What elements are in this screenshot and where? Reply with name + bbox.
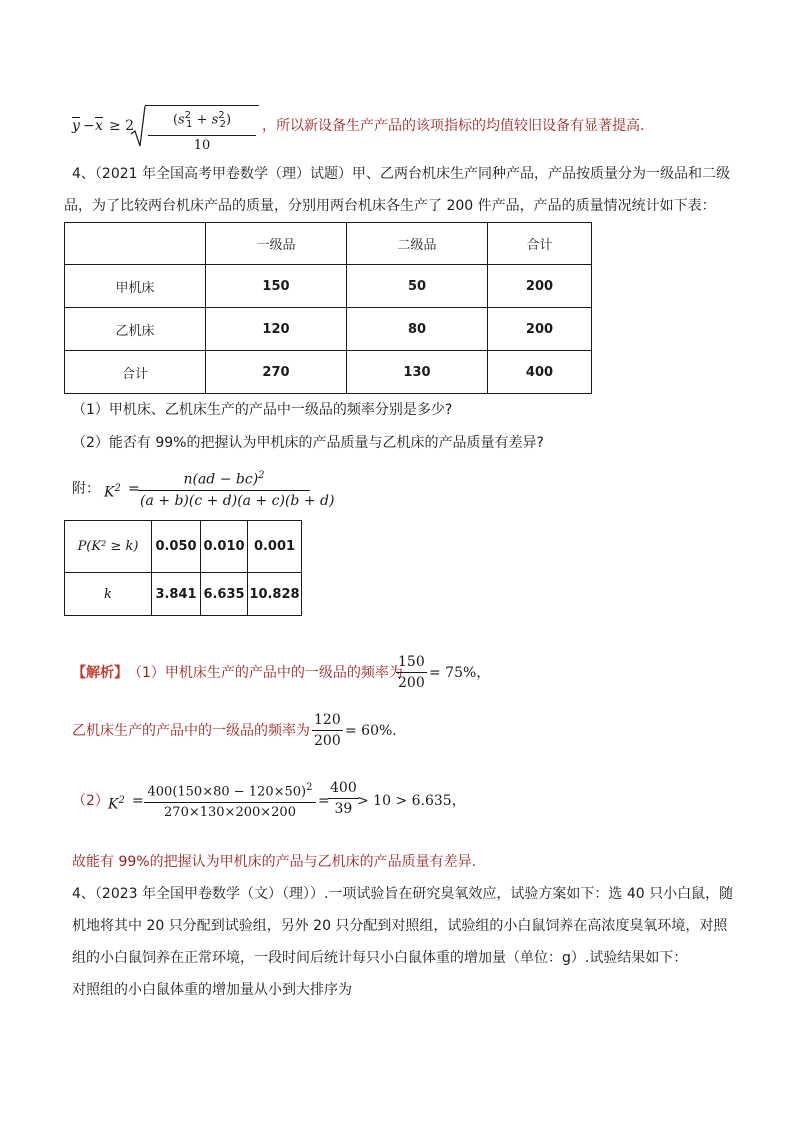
table-cell: 150 (206, 265, 347, 308)
fraction-150-200: $\frac{150}{200}$ (398, 654, 425, 691)
table-row (65, 308, 592, 351)
k2-fraction: $\frac{400(150\times 80 - 120\times 50)^2}{270\times 130\times 200\times 200}$ (144, 778, 316, 823)
table-cell: 270 (206, 351, 347, 394)
fraction-120-200: $\frac{120}{200}$ (314, 712, 341, 749)
appendix-label: 附： (72, 481, 100, 497)
sqrt-sign (130, 104, 146, 148)
p-value-cell: 0.010 (201, 521, 248, 573)
k-value-cell: 10.828 (248, 573, 302, 616)
solution-conclusion: 故能有 99%的把握认为甲机床的产品与乙机床的产品质量有差异. (72, 854, 477, 870)
result-75: = 75%， (429, 665, 491, 681)
appendix-eq: = (128, 481, 140, 497)
formula-x-bar: $\overline{x}$ (95, 118, 103, 134)
table-row (65, 351, 592, 394)
production-table (64, 222, 592, 394)
intro-conclusion-text: ，所以新设备生产产品的该项指标的均值较旧设备有显著提高. (262, 118, 645, 134)
table-cell: 80 (347, 308, 488, 351)
p-value-cell: 0.050 (152, 521, 201, 573)
solution-part1-text: （1）甲机床生产的产品中的一级品的频率为 (128, 665, 403, 681)
k2-eq2: = (318, 793, 330, 809)
question-1: （1）甲机床、乙机床生产的产品中一级品的频率分别是多少? (72, 402, 453, 418)
table-cell: 甲机床 (65, 265, 206, 308)
table-cell: 130 (347, 351, 488, 394)
problem2-line1: 4、（2023 年全国甲卷数学（文）（理））.一项试验旨在研究臭氧效应，试验方案如下：选 40 只小白鼠，随 (72, 886, 734, 902)
table-header-cell (65, 223, 206, 265)
problem2-line4: 对照组的小白鼠体重的增加量从小到大排序为 (72, 982, 352, 998)
table-cell: 合计 (65, 351, 206, 394)
critical-value-table (64, 520, 302, 616)
k-row (65, 573, 302, 616)
formula-y-bar: $\overline{y}$ (72, 118, 80, 134)
k2-eq: = (132, 793, 144, 809)
table-header-cell: 一级品 (206, 223, 347, 265)
table-header-row (65, 223, 592, 265)
solution-tag: 【解析】 (72, 665, 128, 681)
result-60: = 60%. (345, 723, 397, 739)
question-2: （2）能否有 99%的把握认为甲机床的产品质量与乙机床的产品质量有差异? (72, 435, 544, 451)
table-cell: 400 (488, 351, 592, 394)
appendix-fraction: $\frac{n(ad - bc)^2}{(a + b)(c + d)(a + c)(b + d)}$ (138, 466, 310, 511)
k2-compare: > 10 > 6.635， (357, 793, 466, 809)
p-value-cell: 0.001 (248, 521, 302, 573)
k2-symbol: $K^2$ (108, 795, 125, 813)
p-row-label: P(K² ≥ k) (65, 521, 152, 573)
table-cell: 50 (347, 265, 488, 308)
table-cell: 200 (488, 308, 592, 351)
radicand-fraction: $(s^2_1 + s^2_2)$ 10 (148, 106, 256, 156)
formula-minus: − (83, 118, 95, 134)
problem2-line2: 机地将其中 20 只分配到试验组，另外 20 只分配到对照组，试验组的小白鼠饲养在高浓度臭氧环境，对照 (72, 918, 728, 934)
k-row-label: k (65, 573, 152, 616)
table-header-cell: 二级品 (347, 223, 488, 265)
k-value-cell: 6.635 (201, 573, 248, 616)
k-symbol: $K^2$ (104, 483, 121, 501)
table-cell: 乙机床 (65, 308, 206, 351)
solution-part1b-text: 乙机床生产的产品中的一级品的频率为 (72, 723, 310, 739)
problem2-line3: 组的小白鼠饲养在正常环境，一段时间后统计每只小白鼠体重的增加量（单位：g）.试验结果如下： (72, 950, 688, 966)
problem1-line1: 4、（2021 年全国高考甲卷数学（理）试题）甲、乙两台机床生产同种产品，产品按质量分为一级品和二级 (72, 166, 730, 182)
part2-label: （2） (72, 793, 109, 809)
k-value-cell: 3.841 (152, 573, 201, 616)
table-cell: 200 (488, 265, 592, 308)
problem1-line2: 品，为了比较两台机床产品的质量，分别用两台机床各生产了 200 件产品，产品的质量情况统计如下表： (64, 198, 716, 214)
table-header-cell: 合计 (488, 223, 592, 265)
table-cell: 120 (206, 308, 347, 351)
p-row (65, 521, 302, 573)
table-row (65, 265, 592, 308)
formula-geq: ≥ 2 (109, 118, 135, 134)
fraction-400-39: $\frac{400}{39}$ (330, 780, 357, 817)
